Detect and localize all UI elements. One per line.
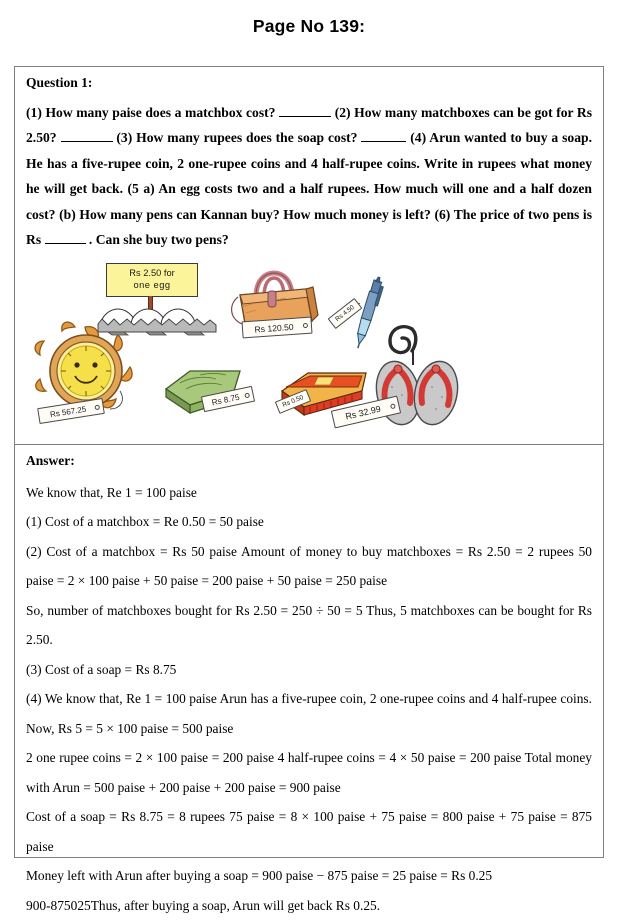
answer-blank-4[interactable] <box>45 243 86 244</box>
egg-price-sign <box>106 263 198 297</box>
answer-line: (4) We know that, Re 1 = 100 paise Arun has a five-rupee coin, 2 one-rupee coins and 4 half-rupee coins. Now, Rs 5 = 5 × 100 paise = 500 paise <box>26 684 592 743</box>
answer-blank-2[interactable] <box>61 141 113 142</box>
answer-blank-1[interactable] <box>279 116 331 117</box>
sun-clock-price-tag: Rs 567.25 <box>37 398 105 424</box>
question-section <box>15 67 603 444</box>
content-frame <box>14 66 604 858</box>
question-text <box>26 100 592 254</box>
pen-price-tag: Rs 4.50 <box>328 298 363 329</box>
answer-line: Money left with Arun after buying a soap = 900 paise − 875 paise = 25 paise = Rs 0.25 <box>26 861 592 891</box>
answer-line: 2 one rupee coins = 2 × 100 paise = 200 paise 4 half-rupee coins = 4 × 50 paise = 200 paise Total money with Arun = 500 paise + 200 paise + 200 paise = 900 paise <box>26 743 592 802</box>
question-part-1: (1) How many paise does a matchbox cost? <box>26 105 275 120</box>
egg-sign-line-2: one egg <box>107 280 197 292</box>
answer-line: (2) Cost of a matchbox = Rs 50 paise Amount of money to buy matchboxes = Rs 2.50 = 2 rupees 50 paise = 2 × 100 paise + 50 paise = 200 paise + 50 paise = 250 paise <box>26 537 592 596</box>
answer-line: So, number of matchboxes bought for Rs 2.50 = 250 ÷ 50 = 5 Thus, 5 matchboxes can be bought for Rs 2.50. <box>26 596 592 655</box>
question-part-3: (3) How many rupees does the soap cost? <box>116 130 357 145</box>
page-title: Page No 139: <box>0 16 618 37</box>
question-part-8: . Can she buy two pens? <box>89 232 229 247</box>
question-part-7: (6) The price of two pens is Rs <box>26 207 592 248</box>
egg-sign-line-1: Rs 2.50 for <box>129 268 174 278</box>
question-part-4: (4) Arun wanted to buy a soap. He has a five-rupee coin, 2 one-rupee coins and 4 half-rupee coins. Write in rupees what money he will get back. <box>26 130 592 196</box>
answer-line: We know that, Re 1 = 100 paise <box>26 478 592 508</box>
question-part-6: (b) How many pens can Kannan buy? How much money is left? <box>59 207 431 222</box>
sun-clock-with-price <box>30 321 148 431</box>
soap-icon <box>160 363 270 421</box>
answer-heading: Answer: <box>26 454 592 468</box>
answer-line: 900-875025Thus, after buying a soap, Arun will get back Rs 0.25. <box>26 891 592 920</box>
question-part-2: (2) How many matchboxes can be got for Rs 2.50? <box>26 105 592 146</box>
matchbox-price-tag: Rs 0.50 <box>275 389 311 414</box>
answer-line: (3) Cost of a soap = Rs 8.75 <box>26 655 592 685</box>
answer-line: Cost of a soap = Rs 8.75 = 8 rupees 75 paise = 8 × 100 paise + 75 paise = 800 paise + 75 paise = 875 paise <box>26 802 592 861</box>
slippers-with-price <box>356 321 486 431</box>
soap-price-tag: Rs 8.75 <box>201 386 255 412</box>
question-heading: Question 1: <box>26 76 592 90</box>
soap-with-price <box>160 363 270 421</box>
slippers-price-tag: Rs 32.99 <box>331 396 401 429</box>
price-illustration <box>26 263 592 441</box>
answer-blank-3[interactable] <box>361 141 406 142</box>
answer-section <box>15 445 603 920</box>
question-part-5: (5 a) An egg costs two and a half rupees. How much will one and a half dozen cost? <box>26 181 592 222</box>
answer-line: (1) Cost of a matchbox = Re 0.50 = 50 paise <box>26 507 592 537</box>
handbag-price-tag: Rs 120.50 <box>241 317 312 339</box>
handbag-with-price <box>226 267 336 345</box>
